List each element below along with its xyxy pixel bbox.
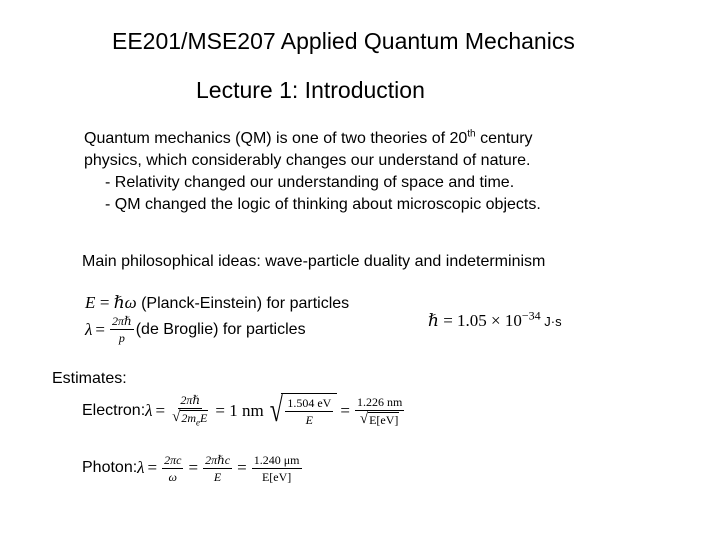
planck-einstein-relation: E = ℏω (Planck-Einstein) for particles [85,293,350,312]
electron-sqrt: √ $\frac{1.504 eV}{E}$ [267,393,338,429]
intro-bullet-qm: - QM changed the logic of thinking about microscopic objects. [105,196,541,213]
slide-title: EE201/MSE207 Applied Quantum Mechanics [112,28,575,54]
de-broglie-fraction: $\frac{\text{2πℏ}}{p}$ [111,314,132,345]
intro-bullet-relativity: - Relativity changed our understanding of space and time. [105,174,515,191]
photon-fraction-2: $\frac{\text{2πℏc}}{E}$ [205,452,231,484]
intro-line-1: Quantum mechanics (QM) is one of two theories of 20th century [84,128,533,147]
electron-fraction-3: 1.226 nm √ E[eV] [356,394,403,428]
estimates-label: Estimates: [52,370,127,387]
electron-estimate: Electron: λ = 2πℏ √ $2m_eE$ = 1 nm √ $\frac{1.504 eV}{E}$ = 1.226 nm √ E[eV] [82,392,403,429]
hbar-value: ℏ = $1.05 \times 10^{-34}$ J·s [428,308,562,330]
photon-fraction-3: $\frac{1.240 \mu m}{E[eV]}$ [253,452,300,484]
de-broglie-relation: λ = $\frac{\text{2πℏ}}{p}$ (de Broglie) for particles [85,314,306,345]
intro-paragraph [84,128,541,216]
slide-subtitle: Lecture 1: Introduction [196,77,425,103]
electron-fraction-1: 2πℏ √ $2m_eE$ [172,392,208,428]
philosophical-ideas: Main philosophical ideas: wave-particle duality and indeterminism [82,253,546,270]
photon-estimate: Photon: λ = $\frac{2\pi c}{\omega}$ = $\frac{\text{2πℏc}}{E}$ = $\frac{1.240 \mu m}{E[eV]}$ [82,452,300,484]
intro-line-2: physics, which considerably changes our understand of nature. [84,152,531,169]
photon-fraction-1: $\frac{2\pi c}{\omega}$ [164,452,182,484]
